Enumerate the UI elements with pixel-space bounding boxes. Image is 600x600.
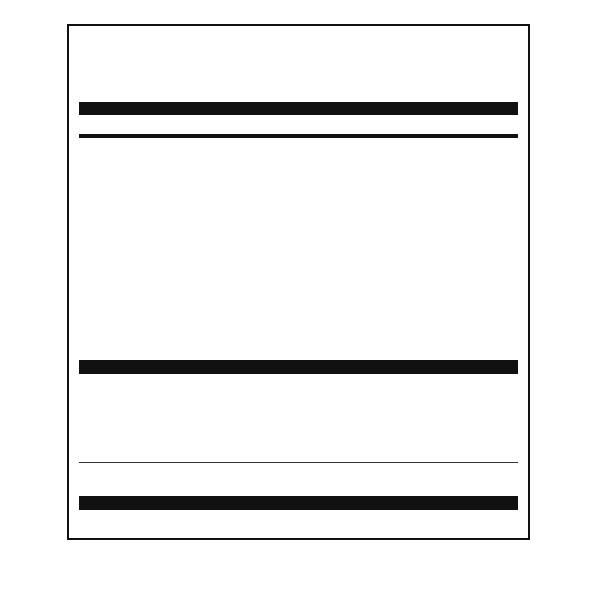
- other-ingredients: [67, 545, 537, 560]
- blend-protein-digestion: [83, 465, 516, 480]
- thick-divider: [79, 102, 518, 115]
- thick-divider-2: [79, 360, 518, 374]
- thick-divider-3: [79, 496, 518, 510]
- blend-multi-protein: [83, 377, 516, 392]
- blend-divider: [79, 462, 518, 463]
- supplement-facts-panel: [67, 24, 530, 540]
- header-divider: [79, 134, 518, 138]
